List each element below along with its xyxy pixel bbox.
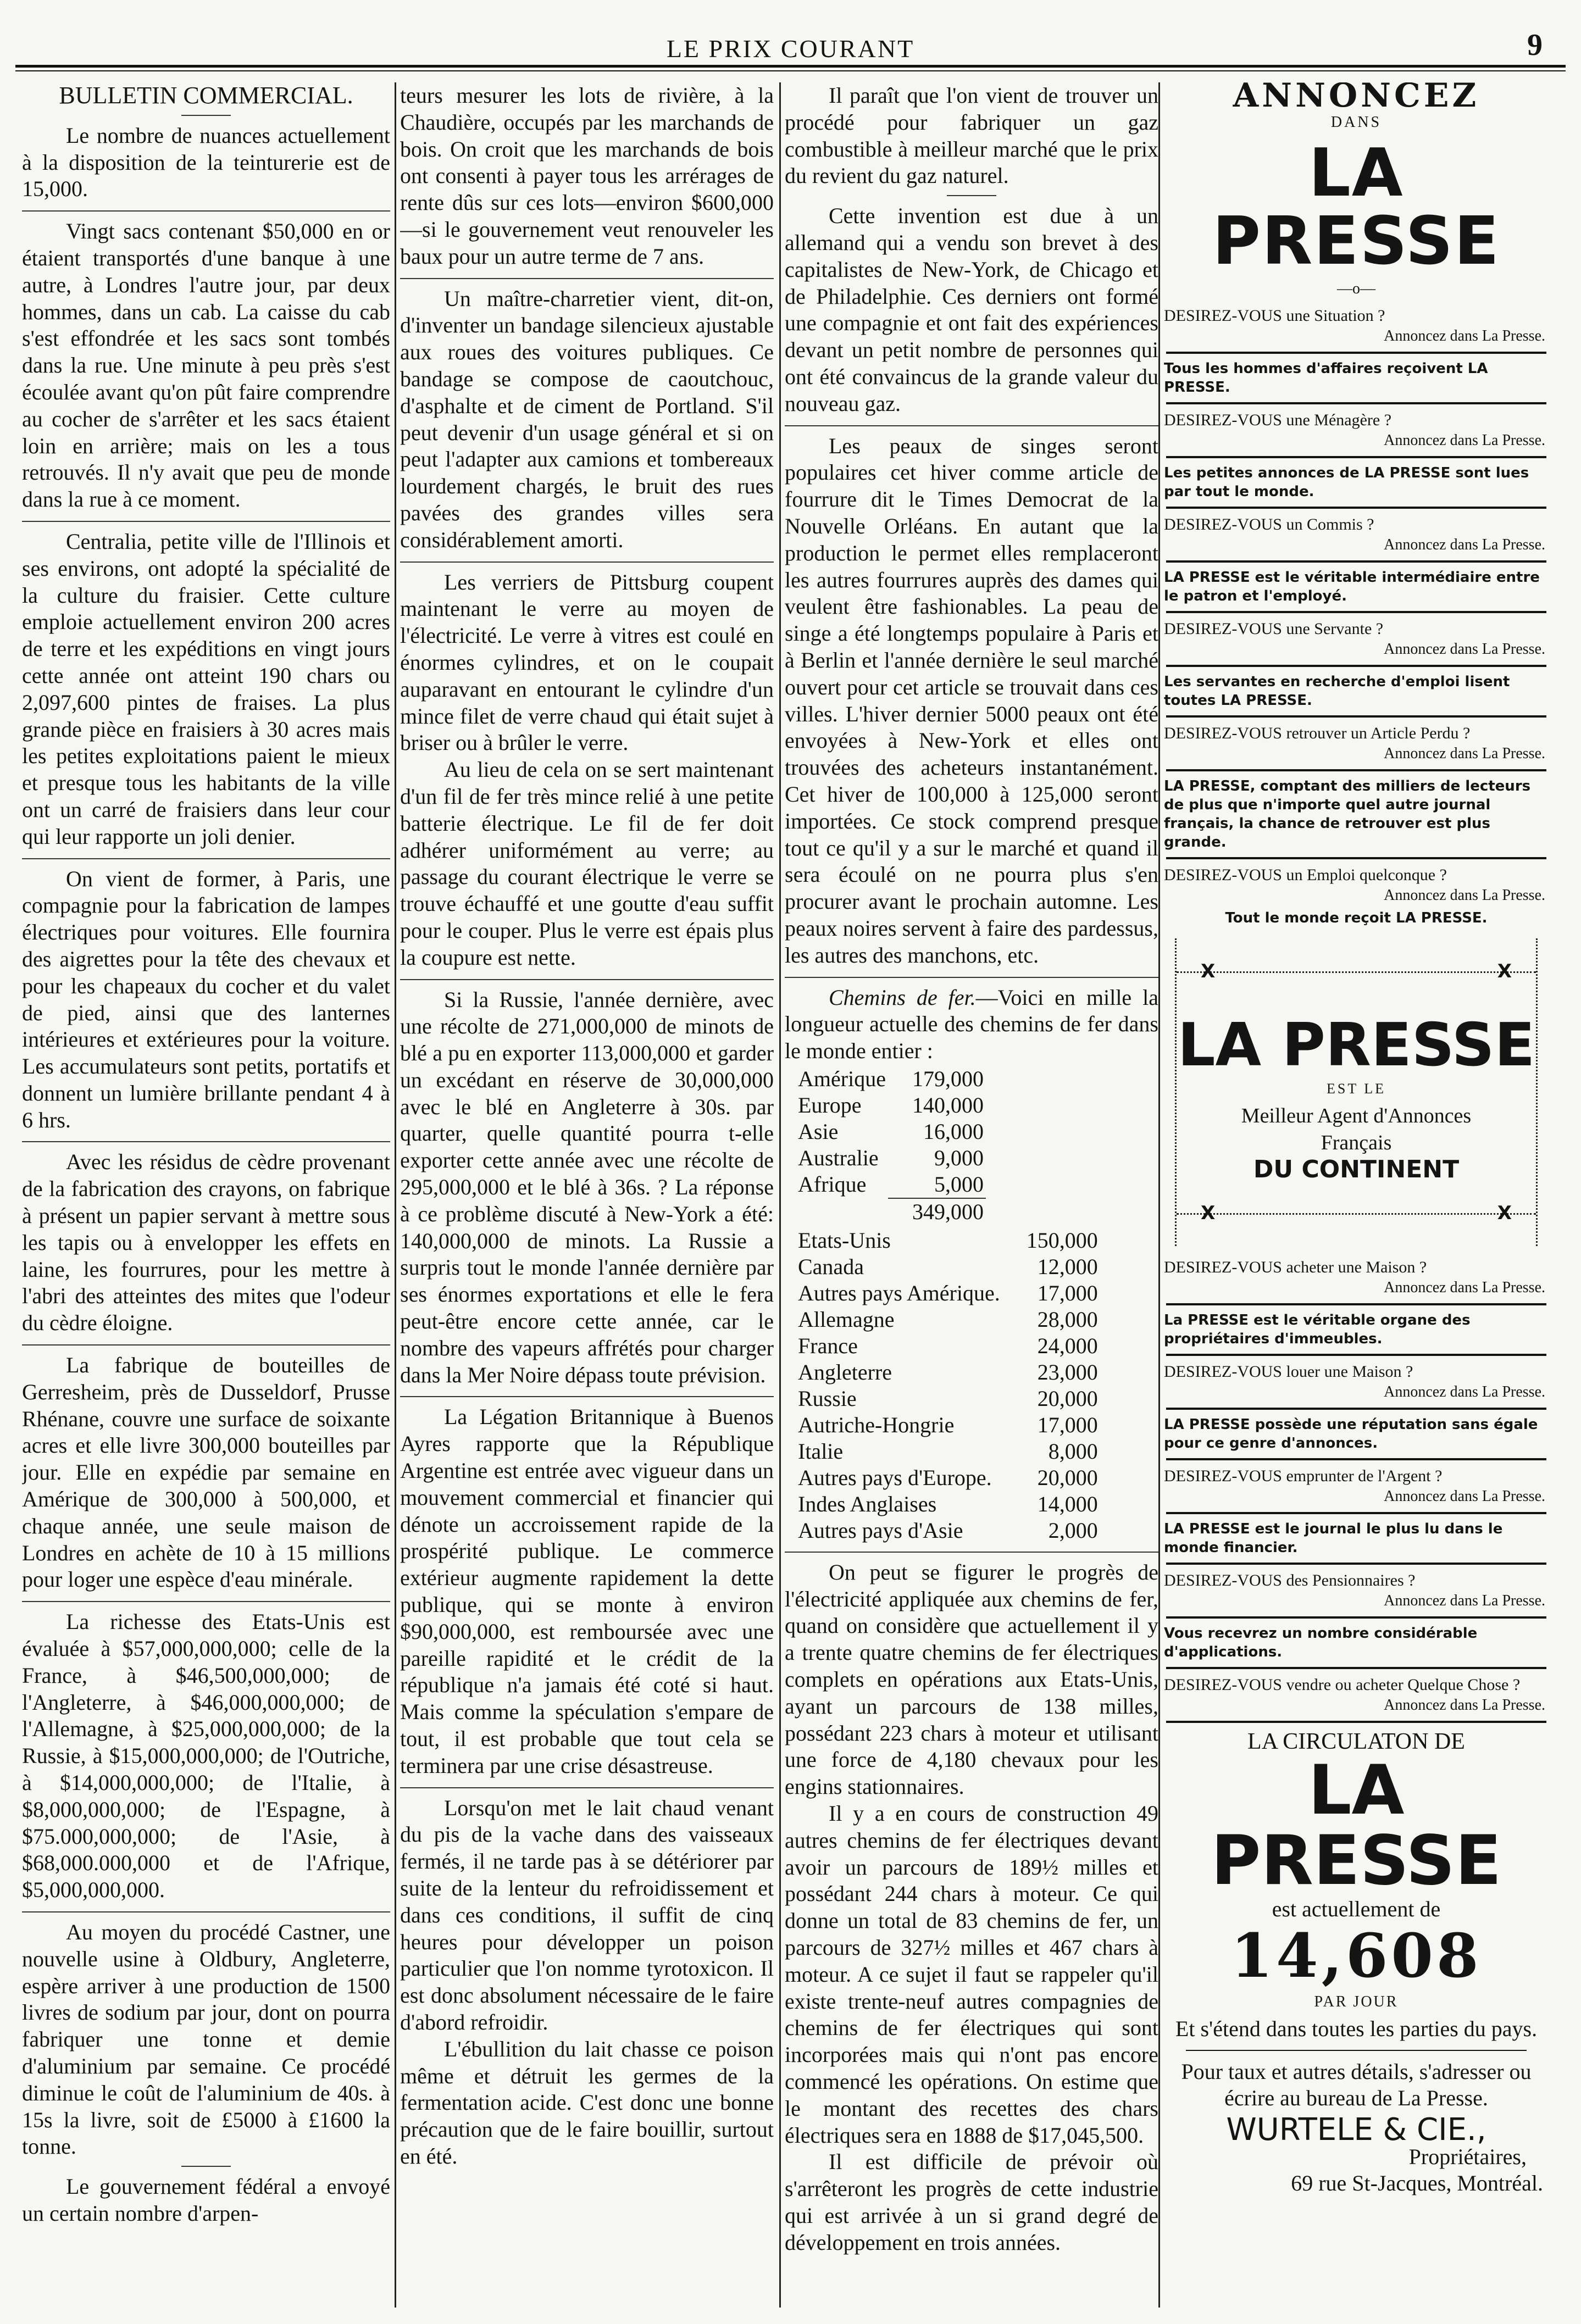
ad-question: DESIREZ-VOUS une Situation ? — [1164, 307, 1385, 325]
article-paragraph: Au moyen du procédé Castner, une nouvelle usine à Oldbury, Angleterre, espère arriver à une production de 1500 livres de sodium par jour, dont on pourra fabriquer une tonne et demie d'aluminium par semaine. Ce procédé diminue le coût de l'aluminium de 40s. à 15s la livre, soit de £5000 à £1600 la tonne. — [22, 1920, 390, 2159]
railway-miles: 20,000 — [1037, 1386, 1098, 1411]
ad-block — [1164, 514, 1549, 555]
ad-separator — [1166, 1354, 1546, 1356]
table-total-spacer — [796, 1198, 888, 1225]
table-row — [796, 1412, 1100, 1438]
railway-miles: 16,000 — [923, 1119, 984, 1144]
masthead-title: LE PRIX COURANT — [666, 35, 915, 63]
ad-question: DESIREZ-VOUS des Pensionnaires ? — [1164, 1571, 1416, 1590]
column-2 — [400, 82, 774, 2308]
article-paragraph: Lorsqu'on met le lait chaud venant du pis de la vache dans des vaisseaux fermés, il ne tarde pas à se détériorer par suite de la lenteur du refroidissement et dans ces conditions, il suffit de cinq heures pour développer un poison particulier que l'on nomme tyrotoxicon. Il est donc absolument nécessaire de le faire d'abord refroidir. — [400, 1795, 774, 2034]
ad-separator — [1166, 1303, 1546, 1305]
railway-miles: 9,000 — [934, 1145, 984, 1170]
ad-separator — [1166, 611, 1546, 613]
ad-block — [1164, 1570, 1549, 1611]
box-x-mark: X — [1497, 960, 1512, 983]
article-paragraph: Il y a en cours de construction 49 autres chemins de fer électriques devant avoir un parcours de 189½ milles et possédant 244 chars à moteur. Ce qui donne un total de 83 chemins de fer, un parcours de 327½ milles et 467 chars à moteur. A ce sujet il faut se rappeler qu'il existe trente-neuf autres compagnies de chemins de fer électriques qui sont incorporées mais qui n'ont pas encore commencé les opérations. On estime que le montant des recettes des chars électriques sera en 1888 de $17,045,500. — [785, 1801, 1158, 2148]
header-rule-thin — [15, 70, 1566, 71]
ad-block — [1164, 619, 1549, 659]
ad-question: DESIREZ-VOUS vendre ou acheter Quelque Chose ? — [1164, 1676, 1521, 1694]
article-paragraph: Le nombre de nuances actuellement à la disposition de la teinturerie est de 15,000. — [22, 123, 390, 202]
article-paragraph: L'ébullition du lait chasse ce poison même et détruit les germes de la fermentation acide. C'est donc une bonne précaution que de le faire bouillir, surtout en été. — [400, 2036, 774, 2169]
ad-block — [1164, 1675, 1549, 1715]
article-paragraph: Un maître-charretier vient, dit-on, d'inventer un bandage silencieux ajustable aux roues des voitures publiques. Ce bandage se compose de caoutchouc, d'asphalte et de ciment de Portland. S'il peut devenir d'un usage général et si on peut l'adapter aux camions et tombereaux lourdement chargés, le bruit des rues pavées des grandes villes sera considérablement amorti. — [400, 286, 774, 552]
publisher-address: 69 rue St-Jacques, Montréal. — [1291, 2171, 1543, 2196]
railway-region: Afrique — [798, 1172, 867, 1197]
circulation-la-presse: LA PRESSE — [1211, 1751, 1502, 1901]
table-row — [796, 1280, 1100, 1306]
ad-separator — [1166, 1563, 1546, 1565]
ad-question: DESIREZ-VOUS louer une Maison ? — [1164, 1363, 1413, 1381]
ad-separator — [1166, 1616, 1546, 1619]
circulation-actuellement: est actuellement de — [1272, 1897, 1441, 1922]
table-row — [796, 1517, 1100, 1544]
box-dotted-line — [1177, 1213, 1536, 1215]
box-dotted-line — [1177, 971, 1536, 973]
ad-statement: La PRESSE est le véritable organe des propriétaires d'immeubles. — [1164, 1312, 1471, 1348]
ad-separator — [1166, 857, 1546, 859]
article-separator — [22, 1601, 390, 1602]
ad-contact: Pour taux et autres détails, s'adresser ou écrire au bureau de La Presse. — [1181, 2059, 1532, 2110]
column-divider — [779, 82, 781, 2308]
ornament-icon: —o— — [1337, 280, 1375, 297]
article-separator — [400, 1396, 774, 1397]
article-paragraph: Au lieu de cela on se sert maintenant d'un fil de fer très mince relié à une petite batterie électrique. Le fil de fer doit adhérer uniformément au verre; au passage du courant électrique le verre se trouve échauffé et une goutte d'eau suffit pour le couper. Plus le verre est épais plus la coupure est nette. — [400, 757, 774, 970]
railway-miles: 23,000 — [1037, 1359, 1098, 1385]
article-paragraph: Les verriers de Pittsburg coupent maintenant le verre au moyen de l'électricité. Le verre à vitres est coulé en énormes cylindres, et on le coupait auparavant en entourant le cylindre d'un mince filet de verre chaud qui était sujet à briser ou à brûler le verre. — [400, 569, 774, 755]
ad-separator — [1166, 715, 1546, 718]
article-paragraph: Il paraît que l'on vient de trouver un procédé pour fabriquer un gaz combustible à meilleur marché que le prix du revient du gaz naturel. — [785, 83, 1158, 188]
table-row — [796, 1491, 1100, 1517]
table-row — [796, 1227, 1100, 1254]
railway-region: Canada — [798, 1254, 864, 1279]
ad-separator — [1166, 456, 1546, 458]
ad-statement: Tout le monde reçoit LA PRESSE. — [1225, 910, 1488, 927]
article-paragraph: Les peaux de singes seront populaires cet hiver comme article de fourrure dit le Times Democrat de la Nouvelle Orléans. En autant que la production le permet elles remplaceront les autres fourrures auprès des dames qui veulent être fashionables. La peau de singe a été longtemps populaire à Paris et à Berlin et l'année dernière le seul marché ouvert pour cet article se trouvait dans ces villes. L'hiver dernier 5000 peaux ont été envoyées à New-York et elles ont trouvées des acheteurs instantanément. Cet hiver de 100,000 à 125,000 seront importées. Ce stock comprend presque tout ce qu'il y a sur le marché et quand il sera écoulé on ne pourra plus s'en procurer avant le prochain automne. Les peaux noires servent à faire des pardessus, les autres des manchons, etc. — [785, 433, 1158, 968]
table-row — [796, 1386, 1100, 1412]
ad-question: DESIREZ-VOUS une Ménagère ? — [1164, 411, 1392, 430]
ad-statement: LA PRESSE possède une réputation sans égale pour ce genre d'annonces. — [1164, 1416, 1538, 1452]
article-paragraph: Si la Russie, l'année dernière, avec une récolte de 271,000,000 de minots de blé a pu en exporter 113,000,000 et garder un excédant en réserve de 30,000,000 avec le blé en Angleterre à 30s. par quarter, quelle quantité pourra t-elle exporter cette année avec une récolte de 295,000,000 et le blé à 36s. ? La réponse à ce problème discuté à New-York a été: 140,000,000 de minots. La Russie a surpris tout le monde l'année dernière par ses énormes exportations et elle le fera peut-être encore cette année, car le nombre des vapeurs affrétés pour charger dans la Mer Noire dépass toute prévision. — [400, 987, 774, 1387]
railway-total: 349,000 — [888, 1198, 986, 1225]
railway-region: Autres pays d'Europe. — [798, 1465, 992, 1490]
railway-miles: 179,000 — [912, 1066, 984, 1091]
ad-block — [1164, 865, 1549, 905]
ad-question: DESIREZ-VOUS un Emploi quelconque ? — [1164, 866, 1447, 885]
railway-miles: 5,000 — [934, 1171, 984, 1197]
article-separator — [22, 1344, 390, 1346]
ad-answer: Annoncez dans La Presse. — [1384, 745, 1545, 763]
ad-separator — [1166, 1458, 1546, 1460]
railway-region: Allemagne — [798, 1306, 895, 1332]
railway-region: Indes Anglaises — [798, 1491, 937, 1516]
ad-block — [1164, 723, 1549, 764]
railway-region: Autres pays Amérique. — [798, 1280, 1000, 1305]
article-separator — [400, 1787, 774, 1788]
article-separator — [400, 561, 774, 563]
short-rule — [181, 115, 231, 116]
ad-separator — [1166, 402, 1546, 404]
ad-answer: Annoncez dans La Presse. — [1384, 536, 1545, 554]
ad-answer: Annoncez dans La Presse. — [1384, 1488, 1545, 1505]
ad-answer: Annoncez dans La Presse. — [1384, 1279, 1545, 1297]
railway-region: Europe — [798, 1092, 862, 1117]
railway-region: Italie — [798, 1438, 844, 1464]
railway-miles: 12,000 — [1037, 1254, 1098, 1279]
ad-statement: LA PRESSE, comptant des milliers de lecteurs de plus que n'importe quel autre journal français, la chance de retrouver est plus grande. — [1164, 778, 1531, 851]
railway-lead: Chemins de fer. — [829, 985, 976, 1010]
box-meilleur-agent: Meilleur Agent d'Annonces — [1241, 1104, 1472, 1128]
ad-statement: LA PRESSE est le journal le plus lu dans le monde financier. — [1164, 1521, 1503, 1556]
table-row — [796, 1119, 986, 1145]
article-paragraph: Centralia, petite ville de l'Illinois et ses environs, ont adopté la spécialité de la culture du fraisier. Cette culture emploie actuellement environ 200 acres de terre et les expéditions en vingt jours cette année ont atteint 190 chars ou 2,097,600 pintes de fraises. La plus grande pièce en fraisiers à 30 acres mais les petites exploitations paient le mieux et presque tous les habitants de la ville ont un carré de fraisiers dans leur cour qui leur rapporte un joli denier. — [22, 529, 390, 849]
article-separator — [400, 979, 774, 980]
ad-separator — [1166, 507, 1546, 509]
ad-statement: Tous les hommes d'affaires reçoivent LA PRESSE. — [1164, 360, 1488, 396]
ad-answer: Annoncez dans La Presse. — [1384, 887, 1545, 904]
ad-question: DESIREZ-VOUS une Servante ? — [1164, 620, 1384, 638]
article-separator — [22, 210, 390, 212]
ad-separator — [1166, 1512, 1546, 1514]
box-x-mark: X — [1201, 960, 1216, 983]
ad-separator — [1166, 1667, 1546, 1669]
box-x-mark: X — [1497, 1202, 1512, 1225]
article-paragraph: Avec les résidus de cèdre provenant de la fabrication des crayons, on fabrique à présent un papier servant à mettre sous les tapis ou à envelopper les effets en laine, les fourrures, pour les mettre à l'abri des atteintes des mites que l'odeur du cèdre éloigne. — [22, 1149, 390, 1336]
table-row — [796, 1306, 1100, 1333]
circulation-heading: LA CIRCULATON DE — [1247, 1729, 1465, 1755]
railway-intro-text: —Voici en mille la longueur actuelle des chemins de fer dans le monde entier : — [785, 985, 1158, 1064]
article-separator — [22, 858, 390, 859]
article-separator — [785, 977, 1158, 978]
ad-answer: Annoncez dans La Presse. — [1384, 432, 1545, 449]
ad-block — [1164, 410, 1549, 451]
article-paragraph: On peut se figurer le progrès de l'électricité appliquée aux chemins de fer, quand on considère que actuellement il y a trente quatre chemins de fer électriques complets en opérations aux Etats-Unis, ayant un parcours de 138 milles, possédant 223 chars à moteur et utilisant une force de 4,180 chevaux pour les engins stationnaires. — [785, 1559, 1158, 1799]
table-row — [796, 1438, 1100, 1465]
railway-region: Amérique — [798, 1066, 886, 1091]
railway-region: Autres pays d'Asie — [798, 1517, 963, 1543]
table-row — [796, 1066, 986, 1092]
ad-separator — [1166, 769, 1546, 771]
ad-answer: Annoncez dans La Presse. — [1384, 1697, 1545, 1714]
article-paragraph: teurs mesurer les lots de rivière, à la Chaudière, occupés par les marchands de bois. On croit que les marchands de bois ont consenti à payer tous les arrérages de rente dûs sur ces lots—environ $600,000 —si le gouvernement veut renouveler les baux pour un autre terme de 7 ans. — [400, 83, 774, 269]
ad-box — [1175, 938, 1538, 1246]
ad-answer: Annoncez dans La Presse. — [1384, 327, 1545, 345]
railway-intro — [785, 985, 1158, 1065]
ad-question: DESIREZ-VOUS emprunter de l'Argent ? — [1164, 1467, 1443, 1486]
ad-statement: LA PRESSE est le véritable intermédiaire entre le patron et l'employé. — [1164, 569, 1540, 605]
circulation-par-jour: PAR JOUR — [1314, 1993, 1399, 2010]
article-separator — [22, 1911, 390, 1912]
railway-miles: 28,000 — [1037, 1306, 1098, 1332]
article-separator — [22, 521, 390, 522]
ad-answer: Annoncez dans La Presse. — [1384, 1592, 1545, 1610]
railway-miles: 2,000 — [1048, 1517, 1098, 1543]
ad-la-presse-title: LA PRESSE — [1212, 135, 1500, 280]
column-3 — [785, 82, 1158, 2308]
table-row — [796, 1465, 1100, 1491]
railway-miles: 24,000 — [1037, 1333, 1098, 1358]
railway-table-continents — [796, 1066, 986, 1225]
column-divider — [395, 82, 396, 2308]
railway-region: Autriche-Hongrie — [798, 1412, 955, 1437]
publisher-name: WURTELE & CIE., — [1226, 2111, 1486, 2148]
table-row — [796, 1092, 986, 1119]
railway-miles: 150,000 — [1026, 1227, 1098, 1253]
box-est-le: EST LE — [1326, 1081, 1386, 1097]
box-x-mark: X — [1201, 1202, 1216, 1225]
railway-region: France — [798, 1333, 858, 1358]
railway-miles: 8,000 — [1048, 1438, 1098, 1464]
short-rule — [181, 2166, 231, 2167]
section-heading: BULLETIN COMMERCIAL. — [59, 82, 353, 109]
publisher-role: Propriétaires, — [1408, 2144, 1527, 2169]
article-paragraph: La fabrique de bouteilles de Gerresheim, près de Dusseldorf, Prusse Rhénane, couvre une surface de soixante acres et elle livre 300,000 bouteilles par jour. Elle en expédie par semaine en Amérique de 300,000 à 500,000, et chaque année, une seule maison de Londres en achète de 10 à 15 millions pour loger une espèce d'eau minérale. — [22, 1353, 390, 1592]
ad-block — [1164, 305, 1549, 346]
railway-region: Etats-Unis — [798, 1227, 891, 1253]
ad-answer: Annoncez dans La Presse. — [1384, 1383, 1545, 1401]
ad-question: DESIREZ-VOUS un Commis ? — [1164, 515, 1374, 534]
article-paragraph: La Légation Britannique à Buenos Ayres rapporte que la République Argentine est entrée avec vigueur dans un mouvement commercial et financier qui dénote un accroissement rapide de la prospérité publique. Le commerce extérieur augmente rapidement la dette publique, qui se monte à environ $90,000,000, est remboursée avec une pareille rapidité et le crédit de la république n'a jamais été coté si haut. Mais comme la spéculation s'empare de tout, il est probable que tout cela se terminera par une crise désastreuse. — [400, 1404, 774, 1778]
railway-miles: 20,000 — [1037, 1465, 1098, 1490]
railway-miles: 140,000 — [912, 1092, 984, 1117]
ad-statement: Les petites annonces de LA PRESSE sont lues par tout le monde. — [1164, 465, 1529, 501]
table-total-row — [796, 1198, 986, 1225]
column-1 — [22, 82, 390, 2308]
railway-region: Asie — [798, 1119, 839, 1144]
ad-dans: DANS — [1330, 113, 1382, 131]
ad-block — [1164, 1257, 1549, 1298]
box-du-continent: DU CONTINENT — [1253, 1155, 1460, 1183]
railway-region: Australie — [798, 1145, 879, 1170]
ad-question: DESIREZ-VOUS retrouver un Article Perdu ? — [1164, 724, 1471, 743]
circulation-number: 14,608 — [1230, 1920, 1482, 1991]
ad-separator — [1186, 2050, 1527, 2051]
table-row — [796, 1171, 986, 1198]
railway-miles: 17,000 — [1037, 1412, 1098, 1437]
box-francais: Français — [1321, 1131, 1392, 1154]
table-row — [796, 1333, 1100, 1359]
table-row — [796, 1254, 1100, 1280]
ad-block — [1164, 1361, 1549, 1402]
railway-region: Russie — [798, 1386, 857, 1411]
header-rule — [15, 65, 1566, 68]
article-paragraph: Il est difficile de prévoir où s'arrêteront les progrès de cette industrie qui est arrivée à un si grand degré de développement en trois années. — [785, 2149, 1158, 2255]
ad-question: DESIREZ-VOUS acheter une Maison ? — [1164, 1258, 1427, 1277]
ad-block — [1164, 1466, 1549, 1506]
ad-separator — [1166, 352, 1546, 354]
article-paragraph: Cette invention est due à un allemand qui a vendu son brevet à des capitalistes de New-York, de Chicago et de Philadelphie. Ces derniers ont formé une compagnie et ont fait des expériences devant un petit nombre de personnes qui ont été convaincus de la grande valeur du nouveau gaz. — [785, 203, 1158, 416]
ad-annoncez: ANNONCEZ — [1233, 82, 1480, 115]
article-separator — [785, 1552, 1158, 1553]
ad-separator — [1166, 1408, 1546, 1410]
article-paragraph: La richesse des Etats-Unis est évaluée à $57,000,000,000; celle de la France, à $46,500,000,000; de l'Angleterre, à $46,000,000,000; de l'Allemagne, à $25,000,000,000; de la Russie, à $15,000,000,000; de l'Outriche, à $14,000,000,000; de l'Italie, à $8,000,000,000; de l'Espagne, à $75.000,000,000; de l'Asie, à $68,000.000,000 et de l'Afrique, $5,000,000,000. — [22, 1609, 390, 1903]
article-separator — [22, 1141, 390, 1142]
table-row — [796, 1359, 1100, 1386]
ad-statement: Les servantes en recherche d'emploi lisent toutes LA PRESSE. — [1164, 674, 1510, 709]
ad-separator — [1166, 1721, 1546, 1723]
box-la-presse: LA PRESSE — [1177, 1011, 1535, 1080]
page-header — [0, 0, 1581, 66]
railway-miles: 14,000 — [1037, 1491, 1098, 1516]
article-separator — [400, 278, 774, 279]
short-rule — [947, 195, 996, 196]
railway-region: Angleterre — [798, 1359, 892, 1385]
ad-statement: Vous recevrez un nombre considérable d'applications. — [1164, 1625, 1478, 1661]
advert-column — [1164, 82, 1549, 2308]
column-divider — [1158, 82, 1160, 2308]
ad-separator — [1166, 665, 1546, 667]
page-number: 9 — [1527, 28, 1543, 62]
article-paragraph: Le gouvernement fédéral a envoyé un certain nombre d'arpen- — [22, 2174, 390, 2226]
article-paragraph: On vient de former, à Paris, une compagnie pour la fabrication de lampes électriques pour voitures. Elle fournira des aigrettes pour la tête des chevaux et pour les chapeaux du cocher et du valet de pied, ainsi que des lanternes intérieures et extérieures pour la voiture. Les accumulateurs sont petits, portatifs et donnent un lumière brillante pendant 4 à 6 hrs. — [22, 866, 390, 1132]
article-separator — [785, 425, 1158, 426]
article-paragraph: Vingt sacs contenant $50,000 en or étaient transportés d'une banque à une autre, à Londres l'autre jour, par deux hommes, dans un cab. La caisse du cab s'est effondrée et les sacs sont tombés dans la rue. Une minute à peu près s'est écoulée avant qu'on pût faire comprendre au cocher de s'arrêter et les sacs étaient loin en arrière; mais on les a tous retrouvés. Il n'y avait que peu de monde dans la rue à ce moment. — [22, 219, 390, 512]
circulation-extent: Et s'étend dans toutes les parties du pays. — [1175, 2016, 1538, 2041]
table-row — [796, 1145, 986, 1171]
ad-answer: Annoncez dans La Presse. — [1384, 641, 1545, 658]
railway-table-countries — [796, 1227, 1100, 1544]
ad-separator — [1166, 560, 1546, 563]
railway-miles: 17,000 — [1037, 1280, 1098, 1305]
